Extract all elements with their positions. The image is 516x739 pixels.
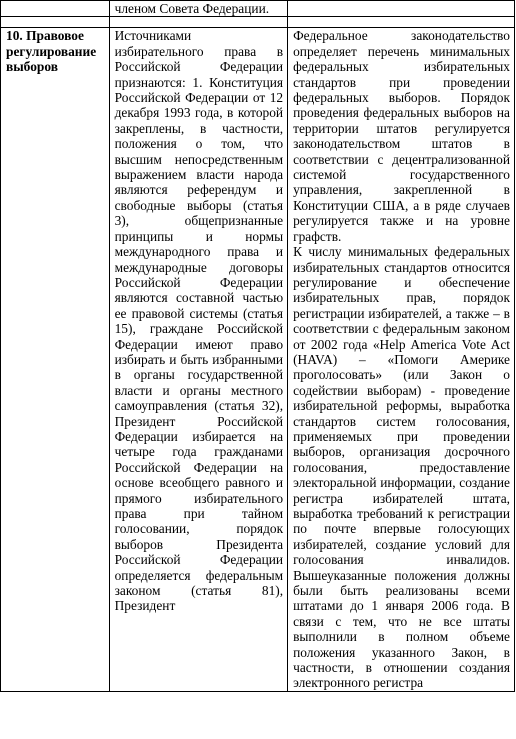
cell-empty-right [288,1,515,17]
table-row-continuation [1,1,515,17]
continuation-text: членом Совета Федерации. [114,1,270,16]
cell-russia [109,28,288,691]
table-row-section-10 [1,28,515,691]
cell-section-heading [1,28,110,691]
cell-usa [288,28,515,691]
usa-paragraph-2: К числу минимальных федеральных избирательных стандартов относится регулирование и обеспечение избирательных прав, порядок регистрации избирателей, а также – в соответствии с федеральным законом от 2002 года «Help America Vote Act (HAVA) – «Помоги Америке проголосовать» (или Закон о содействии выборам) - проведение избирательной реформы, выработка стандартов систем голосования, применяемых при проведении выборов, организация досрочного голосования, предоставление электоральной информации, создание регистра избирателей штата, выработка требований к регистрации по почте впервые голосующих избирателей, создание условий для голосования инвалидов. Вышеуказанные положения должны были быть реализованы всеми штатами до 1 января 2006 года. В связи с тем, что не все штаты выполнили в полном объеме положения указанного Закон, в частности, в отношении создания электронного регистра [293,244,510,691]
cell-empty-left [1,1,110,17]
russia-text: Источниками избирательного права в Российской Федерации признаются: 1. Конституция Российской Федерации от 12 декабря 1993 года, в которой закреплены, в частности, положения о том, что высшим непосредственным выражением власти народа являются референдум и свободные выборы (статья 3), общепризнанные принципы и нормы международного права и международные договоры Российской Федерации являются составной частью ее правовой системы (статья 15), граждане Российской Федерации имеют право избирать и быть избранными в органы государственной власти и органы местного самоуправления (статья 32), Президент Российской Федерации избирается на четыре года гражданами Российской Федерации на основе всеобщего равного и прямого избирательного права при тайном голосовании, порядок выборов Президента Российской Федерации определяется федеральным законом (статья 81), Президент [114,28,284,614]
section-heading: 10. Правовое регулирование выборов [6,28,97,75]
table-row-spacer [1,17,515,28]
cell-continuation-text [109,1,288,17]
usa-paragraph-1: Федеральное законодательство определяет перечень минимальных федеральных избирательных стандартов при проведении федеральных выборов. Порядок проведения федеральных выборов на территории штатов регулируется законодательством штатов в соответствии с децентрализованной системой государственного управления, закрепленной в Конституции США, а в ряде случаев регулируется также и на уровне графств. [293,28,510,244]
